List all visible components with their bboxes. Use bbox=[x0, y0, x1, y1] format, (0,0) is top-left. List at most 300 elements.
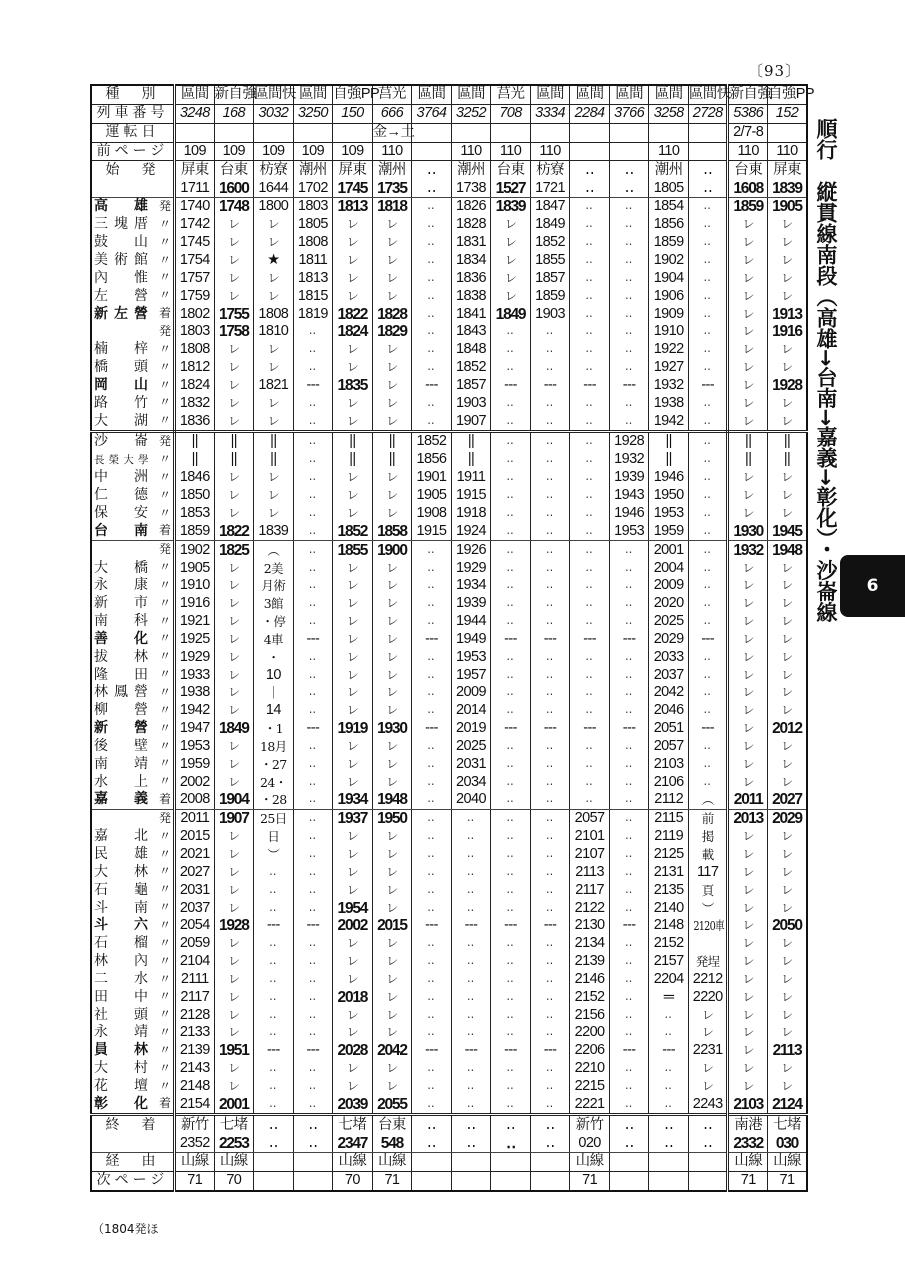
prev-page-cell: 109 bbox=[293, 142, 333, 161]
train-number-cell: 3252 bbox=[451, 104, 491, 123]
pass-mark: レ bbox=[767, 953, 807, 971]
pass-mark: レ bbox=[333, 269, 373, 287]
origin-station-cell: ‥ bbox=[570, 161, 610, 179]
pass-mark: レ bbox=[767, 1024, 807, 1042]
time-cell: ‥ bbox=[609, 791, 649, 809]
prev-page-cell bbox=[609, 142, 649, 161]
pass-mark: レ bbox=[372, 469, 412, 487]
station-name: 鼓山 bbox=[94, 234, 148, 251]
time-cell: 1855 bbox=[333, 541, 373, 559]
station-row bbox=[91, 666, 807, 684]
pass-mark: レ bbox=[372, 846, 412, 864]
origin-station-cell: ‥ bbox=[412, 161, 452, 179]
time-cell: --- bbox=[688, 377, 728, 395]
time-cell: ‥ bbox=[649, 1060, 689, 1078]
time-cell: ‥ bbox=[412, 1078, 452, 1096]
time-cell: 2004 bbox=[649, 559, 689, 577]
arr-dep-mark: 〃 bbox=[158, 1078, 171, 1093]
time-cell: ‥ bbox=[451, 1078, 491, 1096]
time-cell: 1903 bbox=[530, 305, 570, 323]
station-label bbox=[91, 809, 175, 827]
time-cell: 1824 bbox=[175, 377, 215, 395]
station-label bbox=[91, 287, 175, 305]
time-cell: 2106 bbox=[649, 773, 689, 791]
pass-mark: レ bbox=[372, 359, 412, 377]
time-cell: ‥ bbox=[609, 216, 649, 234]
dest-station-label-text: 終 着 bbox=[105, 1116, 160, 1133]
time-cell: --- bbox=[609, 377, 649, 395]
time-cell: || bbox=[649, 432, 689, 451]
pass-mark: レ bbox=[728, 863, 768, 881]
next-page-cell: 70 bbox=[214, 1171, 254, 1190]
time-cell: --- bbox=[688, 630, 728, 648]
time-cell: ‥ bbox=[530, 1095, 570, 1114]
note-text: 掲 bbox=[701, 829, 714, 845]
train-kind-label-text: 種 別 bbox=[105, 86, 160, 103]
station-row bbox=[91, 988, 807, 1006]
time-cell: ‥ bbox=[451, 971, 491, 989]
pass-mark: レ bbox=[767, 595, 807, 613]
station-row bbox=[91, 935, 807, 953]
station-label bbox=[91, 738, 175, 756]
origin-station-cell: 屏東 bbox=[767, 161, 807, 179]
time-cell: ‥ bbox=[491, 828, 531, 846]
next-page-row bbox=[91, 1171, 807, 1190]
time-cell: 2008 bbox=[175, 791, 215, 809]
time-cell: 2059 bbox=[175, 935, 215, 953]
time-cell: || bbox=[333, 451, 373, 469]
time-cell: 1800 bbox=[254, 198, 294, 216]
time-cell: 1953 bbox=[649, 505, 689, 523]
time-cell: ‥ bbox=[254, 1060, 294, 1078]
time-cell: 1926 bbox=[451, 541, 491, 559]
prev-page-row bbox=[91, 142, 807, 161]
dest-station-row bbox=[91, 1115, 807, 1134]
arr-dep-mark: 着 bbox=[158, 306, 171, 321]
time-cell: ‥ bbox=[293, 881, 333, 899]
time-cell: ‥ bbox=[491, 541, 531, 559]
via-line-cell: 山線 bbox=[767, 1152, 807, 1171]
time-cell: --- bbox=[570, 720, 610, 738]
time-cell: ‥ bbox=[570, 451, 610, 469]
time-cell: ‥ bbox=[293, 1006, 333, 1024]
time-cell: 1911 bbox=[451, 469, 491, 487]
time-cell: ‥ bbox=[491, 702, 531, 720]
pass-mark: レ bbox=[372, 613, 412, 631]
time-cell: ‥ bbox=[530, 541, 570, 559]
pass-mark: レ bbox=[728, 234, 768, 252]
station-row bbox=[91, 522, 807, 540]
time-cell: ‥ bbox=[254, 953, 294, 971]
time-cell: ‥ bbox=[530, 394, 570, 412]
time-cell: 1905 bbox=[412, 487, 452, 505]
pass-mark: レ bbox=[254, 359, 294, 377]
note-cell bbox=[254, 613, 294, 631]
time-cell: --- bbox=[293, 1042, 333, 1060]
time-cell: 2034 bbox=[451, 773, 491, 791]
time-cell: 1938 bbox=[175, 684, 215, 702]
time-cell: ‥ bbox=[609, 613, 649, 631]
note-cell bbox=[688, 899, 728, 917]
run-days-label-text: 運転日 bbox=[105, 124, 160, 141]
train-kind-row bbox=[91, 85, 807, 104]
time-cell: 1905 bbox=[175, 559, 215, 577]
time-cell: ‥ bbox=[609, 684, 649, 702]
station-name: 左營 bbox=[94, 287, 148, 304]
time-cell: --- bbox=[688, 720, 728, 738]
pass-mark: レ bbox=[254, 469, 294, 487]
pass-mark: レ bbox=[214, 359, 254, 377]
origin-time-cell: 1702 bbox=[293, 179, 333, 197]
station-name: 林內 bbox=[94, 953, 148, 970]
pass-mark: レ bbox=[333, 773, 373, 791]
time-cell: 2027 bbox=[767, 791, 807, 809]
pass-mark: レ bbox=[372, 1024, 412, 1042]
origin-time-cell: ‥ bbox=[570, 179, 610, 197]
time-cell: --- bbox=[609, 720, 649, 738]
via-line-cell bbox=[609, 1152, 649, 1171]
time-cell: 1950 bbox=[649, 487, 689, 505]
time-cell: 1942 bbox=[649, 412, 689, 431]
time-cell: 1953 bbox=[175, 738, 215, 756]
time-cell: ‥ bbox=[609, 341, 649, 359]
origin-station-cell: 潮州 bbox=[649, 161, 689, 179]
origin-station-cell: 潮州 bbox=[372, 161, 412, 179]
station-row bbox=[91, 1060, 807, 1078]
station-row bbox=[91, 541, 807, 559]
origin-time-cell: ‥ bbox=[688, 179, 728, 197]
time-cell: 2042 bbox=[372, 1042, 412, 1060]
dest-time-cell: ‥ bbox=[293, 1134, 333, 1152]
run-days-cell bbox=[451, 123, 491, 142]
pass-mark: レ bbox=[214, 863, 254, 881]
station-label bbox=[91, 522, 175, 540]
time-cell: ‥ bbox=[491, 773, 531, 791]
time-cell: 2140 bbox=[649, 899, 689, 917]
time-cell: ‥ bbox=[293, 559, 333, 577]
prev-page-cell bbox=[412, 142, 452, 161]
prev-page-cell: 110 bbox=[530, 142, 570, 161]
time-cell: ‥ bbox=[530, 613, 570, 631]
time-cell: ‥ bbox=[491, 323, 531, 341]
time-cell: ‥ bbox=[412, 1006, 452, 1024]
page-number: 〔93〕 bbox=[748, 62, 802, 80]
station-row bbox=[91, 252, 807, 270]
time-cell: ‥ bbox=[293, 935, 333, 953]
time-cell: 1857 bbox=[451, 377, 491, 395]
pass-mark: レ bbox=[333, 648, 373, 666]
time-cell: ‥ bbox=[491, 863, 531, 881]
time-cell: ‥ bbox=[609, 648, 649, 666]
pass-mark: レ bbox=[214, 234, 254, 252]
time-cell: 1959 bbox=[649, 522, 689, 540]
arr-dep-mark: 〃 bbox=[158, 252, 171, 267]
pass-mark: レ bbox=[214, 487, 254, 505]
pass-mark: レ bbox=[728, 595, 768, 613]
pass-mark: レ bbox=[728, 323, 768, 341]
time-cell: ‥ bbox=[570, 305, 610, 323]
station-row bbox=[91, 773, 807, 791]
time-cell: || bbox=[372, 451, 412, 469]
origin-time-row bbox=[91, 179, 807, 197]
arr-dep-mark: 〃 bbox=[158, 234, 171, 249]
pass-mark: レ bbox=[728, 469, 768, 487]
station-row bbox=[91, 613, 807, 631]
note-cell bbox=[254, 755, 294, 773]
time-cell: ‥ bbox=[609, 305, 649, 323]
note-cell bbox=[688, 828, 728, 846]
train-kind-cell: 區間 bbox=[530, 85, 570, 104]
time-cell: ‥ bbox=[530, 809, 570, 827]
pass-mark: レ bbox=[372, 595, 412, 613]
station-label bbox=[91, 953, 175, 971]
time-cell: --- bbox=[491, 720, 531, 738]
pass-mark: レ bbox=[214, 828, 254, 846]
time-cell: 1813 bbox=[333, 198, 373, 216]
pass-mark: レ bbox=[372, 1006, 412, 1024]
time-cell: 1834 bbox=[451, 252, 491, 270]
time-cell: 1852 bbox=[530, 234, 570, 252]
time-cell: 1815 bbox=[293, 287, 333, 305]
time-cell: ‥ bbox=[412, 899, 452, 917]
train-3250-note: （1804発ほ bbox=[92, 1222, 159, 1236]
pass-mark: レ bbox=[214, 394, 254, 412]
time-cell: ‥ bbox=[412, 412, 452, 431]
pass-mark: レ bbox=[728, 935, 768, 953]
pass-mark: レ bbox=[333, 702, 373, 720]
time-cell: 1959 bbox=[175, 755, 215, 773]
pass-mark: レ bbox=[372, 702, 412, 720]
pass-mark: レ bbox=[728, 1078, 768, 1096]
time-cell: ‥ bbox=[491, 595, 531, 613]
time-cell: ‥ bbox=[530, 323, 570, 341]
arr-dep-mark: 〃 bbox=[158, 613, 171, 628]
origin-station-label-text: 始 発 bbox=[105, 161, 160, 178]
time-cell: 2107 bbox=[570, 846, 610, 864]
time-cell: ‥ bbox=[688, 684, 728, 702]
note-text: 前 bbox=[701, 811, 714, 827]
station-name: 大橋 bbox=[94, 559, 148, 576]
station-label bbox=[91, 412, 175, 431]
time-cell: ‥ bbox=[688, 451, 728, 469]
time-cell: 1907 bbox=[451, 412, 491, 431]
time-cell: ‥ bbox=[412, 684, 452, 702]
pass-mark: レ bbox=[372, 971, 412, 989]
train-number-cell: 150 bbox=[333, 104, 373, 123]
time-cell: --- bbox=[530, 630, 570, 648]
pass-mark: レ bbox=[728, 755, 768, 773]
station-name: 大湖 bbox=[94, 412, 148, 429]
time-cell: ‥ bbox=[530, 773, 570, 791]
train-kind-cell: 區間 bbox=[451, 85, 491, 104]
time-cell: ‥ bbox=[688, 323, 728, 341]
pass-mark: レ bbox=[728, 377, 768, 395]
next-page-cell: 71 bbox=[570, 1171, 610, 1190]
arr-dep-mark: 〃 bbox=[158, 1060, 171, 1075]
train-kind-cell: 區間快 bbox=[254, 86, 296, 103]
time-cell: 2152 bbox=[570, 988, 610, 1006]
pass-mark: レ bbox=[333, 559, 373, 577]
run-days-cell bbox=[333, 123, 373, 142]
dest-station-cell: 七堵 bbox=[214, 1115, 254, 1134]
station-name: 花壇 bbox=[94, 1077, 148, 1094]
time-cell: 2212 bbox=[688, 971, 728, 989]
time-cell: ‥ bbox=[412, 595, 452, 613]
time-cell: ‥ bbox=[293, 738, 333, 756]
time-cell: ‥ bbox=[570, 702, 610, 720]
time-cell: 1846 bbox=[175, 469, 215, 487]
station-label bbox=[91, 451, 175, 469]
time-cell: ‥ bbox=[451, 1060, 491, 1078]
train-kind-cell: 區間 bbox=[649, 85, 689, 104]
pass-mark: レ bbox=[333, 394, 373, 412]
arr-dep-mark: 〃 bbox=[158, 270, 171, 285]
pass-mark: レ bbox=[254, 412, 294, 431]
time-cell: ‥ bbox=[530, 451, 570, 469]
pass-mark: レ bbox=[214, 935, 254, 953]
time-cell: ‥ bbox=[688, 648, 728, 666]
time-cell: 2103 bbox=[728, 1095, 768, 1114]
pass-mark: レ bbox=[333, 935, 373, 953]
time-cell: 1857 bbox=[530, 269, 570, 287]
station-name: 美術館 bbox=[94, 252, 148, 269]
time-cell: ‥ bbox=[570, 791, 610, 809]
pass-mark: レ bbox=[728, 252, 768, 270]
pass-mark: レ bbox=[767, 881, 807, 899]
station-row bbox=[91, 846, 807, 864]
time-cell: ‥ bbox=[412, 881, 452, 899]
pass-mark: レ bbox=[767, 269, 807, 287]
station-label bbox=[91, 1095, 175, 1114]
prev-page-cell: 109 bbox=[254, 142, 294, 161]
next-page-label-text: 次ページ bbox=[96, 1172, 169, 1189]
time-cell: 2210 bbox=[570, 1060, 610, 1078]
time-cell: ‥ bbox=[570, 648, 610, 666]
note-text: ・28 bbox=[260, 792, 287, 808]
run-days-cell bbox=[570, 123, 610, 142]
time-cell: 1858 bbox=[372, 522, 412, 540]
next-page-cell bbox=[412, 1171, 452, 1190]
time-cell: 1856 bbox=[649, 216, 689, 234]
time-cell: 1904 bbox=[649, 269, 689, 287]
pass-mark: レ bbox=[767, 613, 807, 631]
station-row bbox=[91, 828, 807, 846]
time-cell: || bbox=[451, 432, 491, 451]
time-cell: 1938 bbox=[649, 394, 689, 412]
time-cell: ‥ bbox=[293, 541, 333, 559]
time-cell: ‥ bbox=[451, 809, 491, 827]
time-cell: ‥ bbox=[451, 1024, 491, 1042]
station-label bbox=[91, 613, 175, 631]
time-cell: 1947 bbox=[175, 720, 215, 738]
time-cell: 1946 bbox=[649, 469, 689, 487]
arr-dep-mark: 〃 bbox=[158, 971, 171, 986]
time-cell: ‥ bbox=[609, 1006, 649, 1024]
time-cell: 2028 bbox=[333, 1042, 373, 1060]
time-cell: 2148 bbox=[175, 1078, 215, 1096]
timetable bbox=[90, 84, 814, 1192]
time-cell: 1946 bbox=[609, 505, 649, 523]
time-cell: ‥ bbox=[491, 1078, 531, 1096]
time-cell: ‥ bbox=[491, 809, 531, 827]
station-name: 斗六 bbox=[94, 917, 148, 934]
pass-mark: レ bbox=[688, 1006, 728, 1024]
time-cell: 2146 bbox=[570, 971, 610, 989]
time-cell: 1905 bbox=[767, 198, 807, 216]
time-cell: ‥ bbox=[293, 487, 333, 505]
station-label bbox=[91, 341, 175, 359]
time-cell: || bbox=[333, 432, 373, 451]
pass-mark: レ bbox=[372, 630, 412, 648]
time-cell: ‥ bbox=[293, 522, 333, 540]
time-cell: 2040 bbox=[451, 791, 491, 809]
pass-mark: レ bbox=[491, 252, 531, 270]
time-cell: ‥ bbox=[491, 648, 531, 666]
time-cell: ‥ bbox=[609, 1024, 649, 1042]
time-cell: ‥ bbox=[530, 487, 570, 505]
station-row bbox=[91, 1006, 807, 1024]
station-label bbox=[91, 469, 175, 487]
time-cell: --- bbox=[491, 377, 531, 395]
pass-mark: レ bbox=[214, 1006, 254, 1024]
pass-mark: レ bbox=[214, 377, 254, 395]
time-cell: --- bbox=[412, 720, 452, 738]
pass-mark: レ bbox=[214, 630, 254, 648]
time-cell: ‥ bbox=[688, 216, 728, 234]
time-cell: 1910 bbox=[649, 323, 689, 341]
pass-mark: レ bbox=[728, 1024, 768, 1042]
time-cell: ‥ bbox=[254, 988, 294, 1006]
arr-dep-mark: 〃 bbox=[158, 413, 171, 428]
station-row bbox=[91, 702, 807, 720]
station-name: 斗南 bbox=[94, 899, 148, 916]
arr-dep-mark: 発 bbox=[158, 542, 171, 557]
pass-mark: レ bbox=[214, 412, 254, 431]
time-cell: ‥ bbox=[293, 469, 333, 487]
time-cell: 1932 bbox=[649, 377, 689, 395]
via-line-cell: 山線 bbox=[570, 1152, 610, 1171]
time-cell: 1953 bbox=[451, 648, 491, 666]
time-cell: ‥ bbox=[688, 198, 728, 216]
time-cell: 2037 bbox=[649, 666, 689, 684]
pass-mark: レ bbox=[688, 1078, 728, 1096]
time-cell: 14 bbox=[254, 702, 294, 720]
station-row bbox=[91, 791, 807, 809]
station-label bbox=[91, 666, 175, 684]
time-cell: 2204 bbox=[649, 971, 689, 989]
origin-station-cell: ‥ bbox=[688, 161, 728, 179]
station-label bbox=[91, 377, 175, 395]
note-text: 24・ bbox=[260, 774, 287, 790]
pass-mark: レ bbox=[333, 613, 373, 631]
time-cell: 2029 bbox=[649, 630, 689, 648]
time-cell: 1944 bbox=[451, 613, 491, 631]
station-name: 岡山 bbox=[94, 376, 148, 393]
time-cell: 1945 bbox=[767, 522, 807, 540]
time-cell: 1825 bbox=[214, 541, 254, 559]
next-page-cell bbox=[688, 1171, 728, 1190]
time-cell: 2231 bbox=[688, 1042, 728, 1060]
time-cell: ‥ bbox=[688, 287, 728, 305]
note-cell bbox=[254, 809, 294, 827]
note-text: ・ bbox=[267, 649, 280, 665]
station-name: 路竹 bbox=[94, 394, 148, 411]
time-cell: 1916 bbox=[175, 595, 215, 613]
run-days-cell bbox=[254, 123, 294, 142]
time-cell: ‥ bbox=[570, 595, 610, 613]
time-cell: 1953 bbox=[609, 522, 649, 540]
time-cell: 1933 bbox=[175, 666, 215, 684]
